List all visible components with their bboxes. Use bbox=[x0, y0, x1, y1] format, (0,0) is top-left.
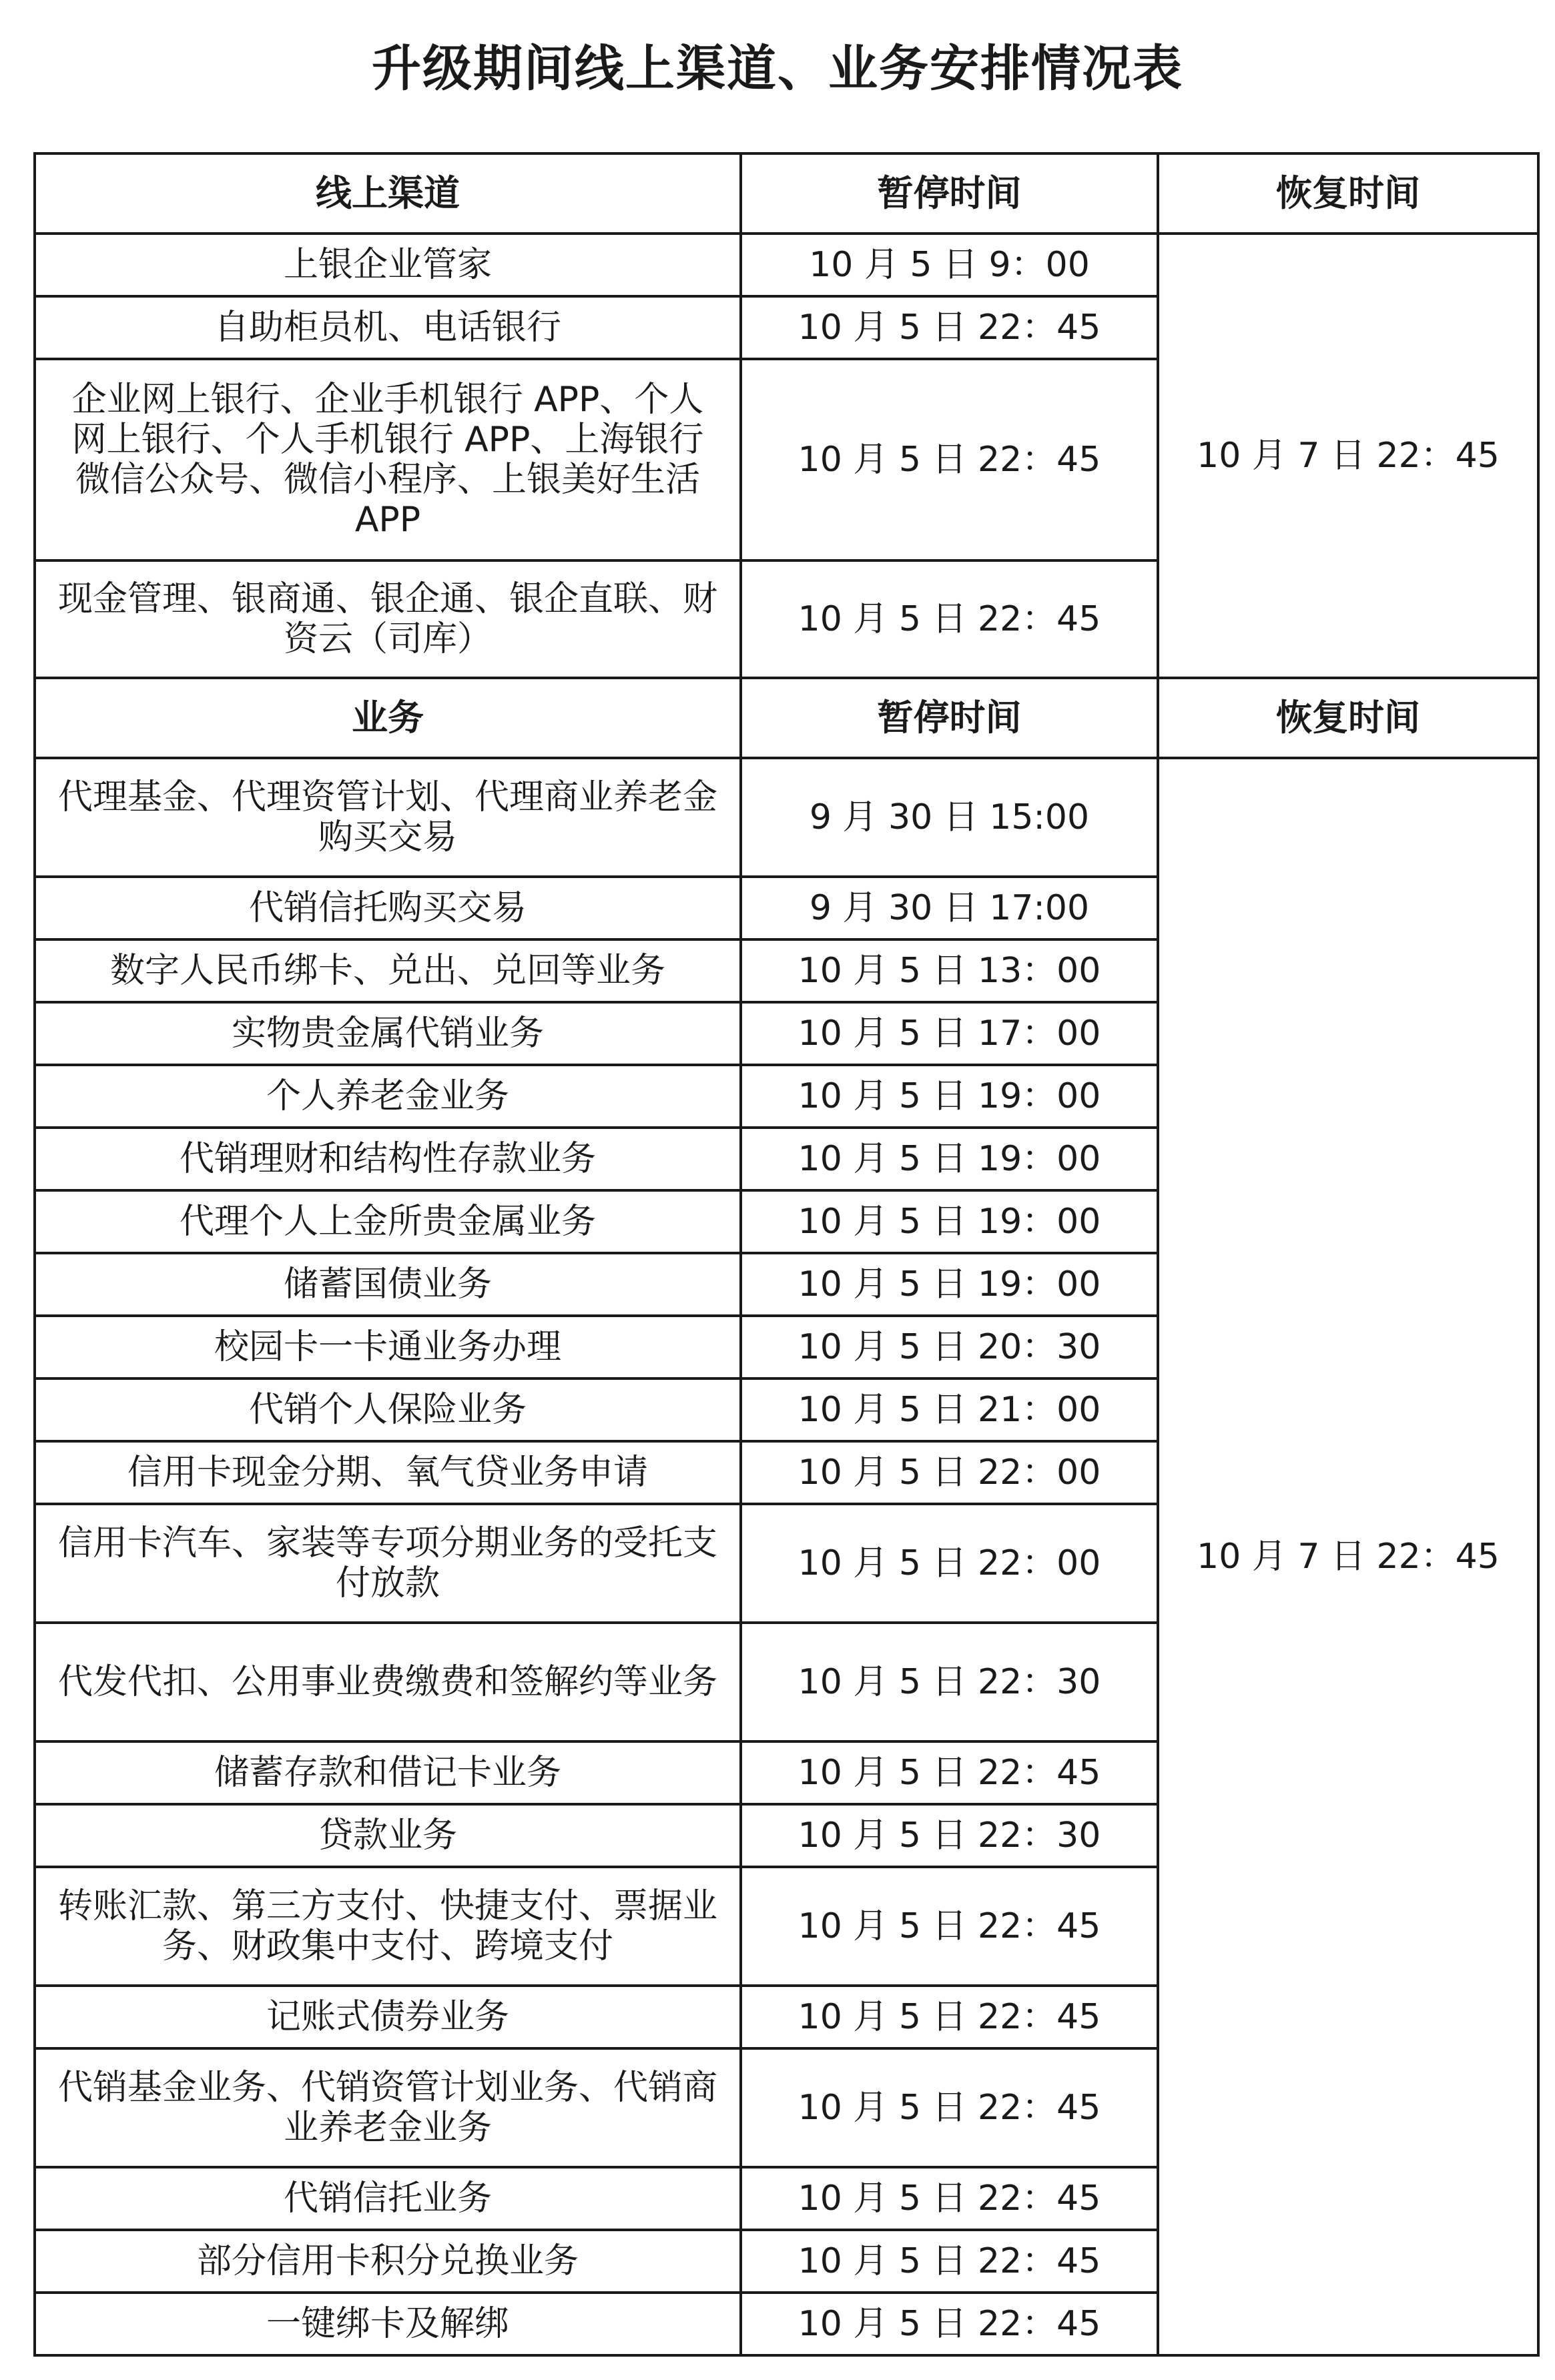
pause-time-cell: 10 月 5 日 22：45 bbox=[741, 359, 1158, 560]
pause-time-cell: 9 月 30 日 17:00 bbox=[741, 877, 1158, 939]
pause-time-cell: 10 月 5 日 22：00 bbox=[741, 1504, 1158, 1623]
channel-header-cell: 线上渠道 bbox=[35, 153, 741, 234]
business-name-cell: 信用卡汽车、家装等专项分期业务的受托支付放款 bbox=[35, 1504, 741, 1623]
business-header-cell: 恢复时间 bbox=[1158, 678, 1538, 758]
business-name-cell: 个人养老金业务 bbox=[35, 1065, 741, 1128]
channel-header-cell: 暂停时间 bbox=[741, 153, 1158, 234]
business-name-cell: 储蓄国债业务 bbox=[35, 1253, 741, 1316]
pause-time-cell: 10 月 5 日 19：00 bbox=[741, 1190, 1158, 1253]
pause-time-cell: 10 月 5 日 22：45 bbox=[741, 1867, 1158, 1986]
business-name-cell: 贷款业务 bbox=[35, 1804, 741, 1867]
business-name-cell: 数字人民币绑卡、兑出、兑回等业务 bbox=[35, 939, 741, 1002]
resume-time-cell: 10 月 7 日 22：45 bbox=[1158, 758, 1538, 2355]
business-name-cell: 信用卡现金分期、氧气贷业务申请 bbox=[35, 1441, 741, 1504]
pause-time-cell: 10 月 5 日 22：30 bbox=[741, 1623, 1158, 1741]
channel-name-cell: 现金管理、银商通、银企通、银企直联、财资云（司库） bbox=[35, 560, 741, 678]
business-name-cell: 代发代扣、公用事业费缴费和签解约等业务 bbox=[35, 1623, 741, 1741]
channel-name-cell: 企业网上银行、企业手机银行 APP、个人网上银行、个人手机银行 APP、上海银行微信公众号、微信小程序、上银美好生活 APP bbox=[35, 359, 741, 560]
business-name-cell: 代销信托业务 bbox=[35, 2167, 741, 2230]
table-row bbox=[35, 234, 1538, 296]
channel-name-cell: 上银企业管家 bbox=[35, 234, 741, 296]
business-name-cell: 代销基金业务、代销资管计划业务、代销商业养老金业务 bbox=[35, 2048, 741, 2167]
channel-header-cell: 恢复时间 bbox=[1158, 153, 1538, 234]
pause-time-cell: 10 月 5 日 22：30 bbox=[741, 1804, 1158, 1867]
pause-time-cell: 10 月 5 日 22：45 bbox=[741, 2167, 1158, 2230]
business-header-row bbox=[35, 678, 1538, 758]
business-name-cell: 部分信用卡积分兑换业务 bbox=[35, 2230, 741, 2293]
pause-time-cell: 10 月 5 日 19：00 bbox=[741, 1065, 1158, 1128]
table-row bbox=[35, 758, 1538, 877]
schedule-table bbox=[33, 152, 1540, 2357]
pause-time-cell: 10 月 5 日 17：00 bbox=[741, 1002, 1158, 1065]
pause-time-cell: 10 月 5 日 19：00 bbox=[741, 1128, 1158, 1190]
pause-time-cell: 10 月 5 日 21：00 bbox=[741, 1378, 1158, 1441]
pause-time-cell: 10 月 5 日 22：45 bbox=[741, 2230, 1158, 2293]
channel-name-cell: 自助柜员机、电话银行 bbox=[35, 296, 741, 359]
pause-time-cell: 10 月 5 日 22：45 bbox=[741, 1741, 1158, 1804]
business-name-cell: 校园卡一卡通业务办理 bbox=[35, 1316, 741, 1378]
pause-time-cell: 10 月 5 日 22：45 bbox=[741, 560, 1158, 678]
business-name-cell: 代销理财和结构性存款业务 bbox=[35, 1128, 741, 1190]
business-name-cell: 代销个人保险业务 bbox=[35, 1378, 741, 1441]
business-name-cell: 记账式债券业务 bbox=[35, 1986, 741, 2048]
business-name-cell: 代销信托购买交易 bbox=[35, 877, 741, 939]
pause-time-cell: 10 月 5 日 22：45 bbox=[741, 1986, 1158, 2048]
pause-time-cell: 10 月 5 日 9：00 bbox=[741, 234, 1158, 296]
business-name-cell: 实物贵金属代销业务 bbox=[35, 1002, 741, 1065]
resume-time-cell: 10 月 7 日 22：45 bbox=[1158, 234, 1538, 678]
pause-time-cell: 10 月 5 日 20：30 bbox=[741, 1316, 1158, 1378]
business-name-cell: 代理个人上金所贵金属业务 bbox=[35, 1190, 741, 1253]
pause-time-cell: 10 月 5 日 22：45 bbox=[741, 2048, 1158, 2167]
business-name-cell: 代理基金、代理资管计划、代理商业养老金购买交易 bbox=[35, 758, 741, 877]
pause-time-cell: 10 月 5 日 22：45 bbox=[741, 2293, 1158, 2355]
channel-header-row bbox=[35, 153, 1538, 234]
pause-time-cell: 9 月 30 日 15:00 bbox=[741, 758, 1158, 877]
pause-time-cell: 10 月 5 日 19：00 bbox=[741, 1253, 1158, 1316]
pause-time-cell: 10 月 5 日 22：00 bbox=[741, 1441, 1158, 1504]
page-title: 升级期间线上渠道、业务安排情况表 bbox=[372, 40, 1183, 97]
business-name-cell: 转账汇款、第三方支付、快捷支付、票据业务、财政集中支付、跨境支付 bbox=[35, 1867, 741, 1986]
pause-time-cell: 10 月 5 日 13：00 bbox=[741, 939, 1158, 1002]
business-header-cell: 暂停时间 bbox=[741, 678, 1158, 758]
pause-time-cell: 10 月 5 日 22：45 bbox=[741, 296, 1158, 359]
business-name-cell: 储蓄存款和借记卡业务 bbox=[35, 1741, 741, 1804]
business-name-cell: 一键绑卡及解绑 bbox=[35, 2293, 741, 2355]
business-header-cell: 业务 bbox=[35, 678, 741, 758]
